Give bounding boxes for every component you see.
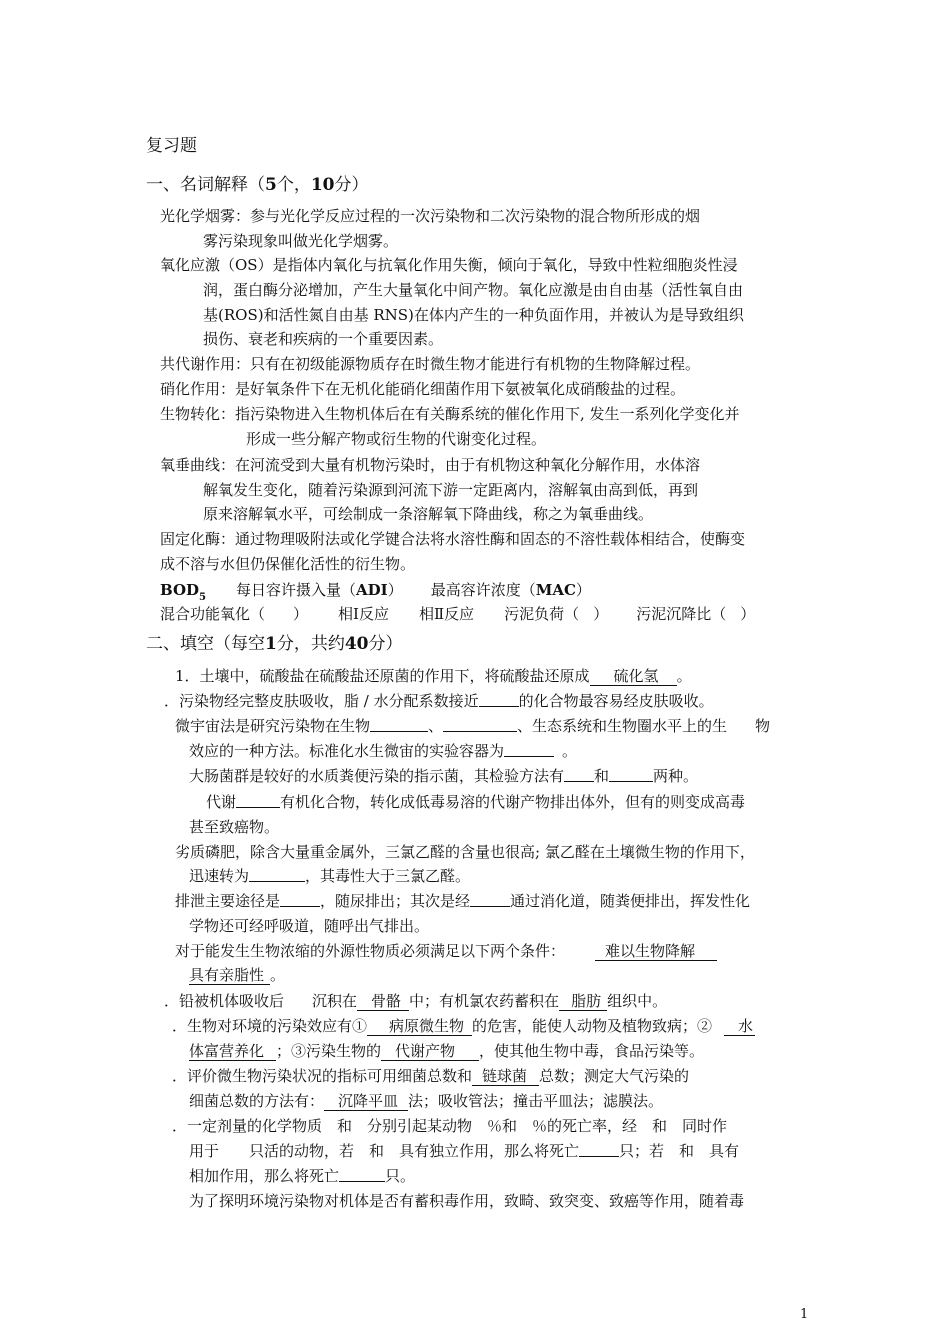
heading-text: 二、填空（每空 xyxy=(146,634,265,654)
answer-blank: 病原微生物 xyxy=(367,1017,472,1036)
term-line: 润，蛋白酶分泌增加，产生大量氧化中间产物。氧化应激是由自由基（活性氧自由 xyxy=(203,281,744,299)
term-phase-1: 相Ⅰ反应 xyxy=(338,605,389,623)
answer-blank: 骨骼 xyxy=(357,992,409,1011)
question-3: 微宇宙法是研究污染物在生物 、 、生态系统和生物圈水平上的生 物 xyxy=(175,717,771,735)
answer-blank xyxy=(579,1141,619,1157)
term-line: 氧化应激（OS）是指体内氧化与抗氧化作用失衡，倾向于氧化，导致中性粒细胞炎性浸 xyxy=(160,256,738,274)
section-1-heading xyxy=(146,175,369,195)
question-7-cont: 学物还可经呼吸道，随呼出气排出。 xyxy=(189,917,430,935)
question-9: ．铅被机体吸收后 沉积在 骨骼 中；有机氯农药蓄积在 脂肪 组织中。 xyxy=(164,992,668,1010)
question-12-cont: 用于 只活的动物，若 和 具有独立作用，那么将死亡 只；若 和 具有 xyxy=(189,1142,740,1160)
term-row-b xyxy=(160,604,755,624)
answer-blank: 沉降平皿 xyxy=(324,1092,408,1111)
term-mfo: 混合功能氧化（ xyxy=(160,605,266,623)
heading-text: 分） xyxy=(368,634,403,654)
answer-blank xyxy=(564,766,594,782)
answer-blank xyxy=(339,1166,385,1182)
question-12: ．一定剂量的化学物质 和 分别引起某动物 ％和 ％的死亡率，经 和 同时作 xyxy=(172,1117,728,1135)
mac-label: 最高容许浓度（MAC） xyxy=(430,581,591,599)
answer-blank xyxy=(280,891,320,907)
term-mfo-close: ） xyxy=(293,605,309,623)
page-title: 复习题 xyxy=(146,136,197,156)
term-line: 解氧发生变化，随着污染源到河流下游一定距离内，溶解氧由高到低，再到 xyxy=(203,481,699,499)
question-12-cont-2: 相加作用，那么将死亡 只。 xyxy=(189,1167,416,1185)
question-3-cont: 效应的一种方法。标准化水生微宙的实验容器为 。 xyxy=(189,742,578,760)
answer-blank xyxy=(370,716,428,732)
question-8-cont: 具有亲脂性 。 xyxy=(189,966,286,984)
term-line: 氧垂曲线：在河流受到大量有机物污染时，由于有机物这种氧化分解作用，水体溶 xyxy=(160,456,701,474)
question-2: ．污染物经完整皮肤吸收，脂 / 水分配系数接近 的化合物最容易经皮肤吸收。 xyxy=(164,692,714,710)
term-line: 共代谢作用：只有在初级能源物质存在时微生物才能进行有机物的生物降解过程。 xyxy=(160,355,701,373)
term-line: 生物转化：指污染物进入生物机体后在有关酶系统的催化作用下, 发生一系列化学变化并 xyxy=(160,405,740,423)
term-line: 雾污染现象叫做光化学烟雾。 xyxy=(203,232,399,250)
question-6: 劣质磷肥，除含大量重金属外，三氯乙醛的含量也很高; 氯乙醛在土壤微生物的作用下， xyxy=(175,843,755,861)
question-6-cont: 迅速转为 ，其毒性大于三氯乙醛。 xyxy=(189,867,471,885)
term-line: 光化学烟雾：参与光化学反应过程的一次污染物和二次污染物的混合物所形成的烟 xyxy=(160,207,701,225)
answer-blank xyxy=(479,691,519,707)
answer-blank: 硫化氢 xyxy=(590,667,677,686)
answer-blank xyxy=(504,741,554,757)
term-line: 原来溶解氧水平，可绘制成一条溶解氧下降曲线，称之为氧垂曲线。 xyxy=(203,505,654,523)
term-sv-ratio: 污泥沉降比（ xyxy=(636,605,727,623)
term-line: 固定化酶：通过物理吸附法或化学键合法将水溶性酶和固态的不溶性载体相结合，使酶变 xyxy=(160,530,746,548)
term-line: 成不溶与水但仍保催化活性的衍生物。 xyxy=(160,555,416,573)
answer-blank xyxy=(609,766,653,782)
term-sv-ratio-close: ） xyxy=(740,605,756,623)
bod-subscript: 5 xyxy=(199,592,206,603)
answer-blank xyxy=(249,866,305,882)
answer-blank xyxy=(236,792,280,808)
question-13: 为了探明环境污染物对机体是否有蓄积毒作用，致畸、致突变、致癌等作用，随着毒 xyxy=(189,1192,745,1210)
answer-blank: 链球菌 xyxy=(472,1067,539,1086)
question-4: 大肠菌群是较好的水质粪便污染的指示菌，其检验方法有 和 两种。 xyxy=(189,767,699,785)
term-line: 基(ROS)和活性氮自由基 RNS)在体内产生的一种负面作用，并被认为是导致组织 xyxy=(203,306,744,324)
question-10: ．生物对环境的污染效应有① 病原微生物 的危害，能使人动物及植物致病；② 水 xyxy=(172,1017,754,1035)
answer-blank: 难以生物降解 xyxy=(595,942,717,961)
term-sludge-load: 污泥负荷（ xyxy=(504,605,580,623)
question-5-cont: 甚至致癌物。 xyxy=(189,818,280,836)
term-phase-2: 相Ⅱ反应 xyxy=(418,605,475,623)
question-11-cont: 细菌总数的方法有： 沉降平皿 法；吸收管法；撞击平皿法；滤膜法。 xyxy=(189,1092,664,1110)
question-11: ．评价微生物污染状况的指标可用细菌总数和 链球菌 总数；测定大气污染的 xyxy=(172,1067,690,1085)
answer-blank: 代谢产物 xyxy=(381,1042,479,1061)
question-8: 对于能发生生物浓缩的外源性物质必须满足以下两个条件： 难以生物降解 xyxy=(175,941,717,961)
heading-text: 分，共约 xyxy=(276,634,345,654)
answer-blank: 体富营养化 xyxy=(189,1042,276,1061)
question-10-cont: 体富营养化 ；③污染生物的 代谢产物 ，使其他生物中毒，食品污染等。 xyxy=(189,1042,705,1060)
term-line: 损伤、衰老和疾病的一个重要因素。 xyxy=(203,330,444,348)
answer-blank xyxy=(443,716,517,732)
adi-label: 每日容许摄入量（ADI） xyxy=(236,581,403,599)
page-number: 1 xyxy=(800,1307,809,1322)
heading-count: 5 xyxy=(265,175,277,195)
heading-score: 10 xyxy=(310,175,335,195)
answer-blank: 具有亲脂性 xyxy=(189,966,270,985)
answer-blank: 脂肪 xyxy=(559,992,607,1011)
heading-text: 个， xyxy=(276,175,311,195)
heading-score: 40 xyxy=(344,634,369,654)
heading-text: 一、名词解释（ xyxy=(146,175,265,195)
heading-count: 1 xyxy=(265,634,277,654)
question-7: 排泄主要途径是 ，随尿排出；其次是经 通过消化道，随粪便排出，挥发性化 xyxy=(175,892,751,910)
question-1: 1．土壤中，硫酸盐在硫酸盐还原菌的作用下，将硫酸盐还原成 硫化氢 。 xyxy=(175,667,692,685)
term-sludge-load-close: ） xyxy=(593,605,609,623)
term-line: 硝化作用：是好氧条件下在无机化能硝化细菌作用下氨被氧化成硝酸盐的过程。 xyxy=(160,380,686,398)
answer-blank: 水 xyxy=(724,1017,755,1036)
term-line: 形成一些分解产物或衍生物的代谢变化过程。 xyxy=(246,430,547,448)
answer-blank xyxy=(470,891,510,907)
question-5: 代谢 有机化合物，转化成低毒易溶的代谢产物排出体外，但有的则变成高毒 xyxy=(206,793,746,811)
section-2-heading xyxy=(146,634,403,654)
heading-text: 分） xyxy=(334,175,369,195)
term-row-a xyxy=(160,580,591,603)
bod-label: BOD xyxy=(160,581,200,599)
